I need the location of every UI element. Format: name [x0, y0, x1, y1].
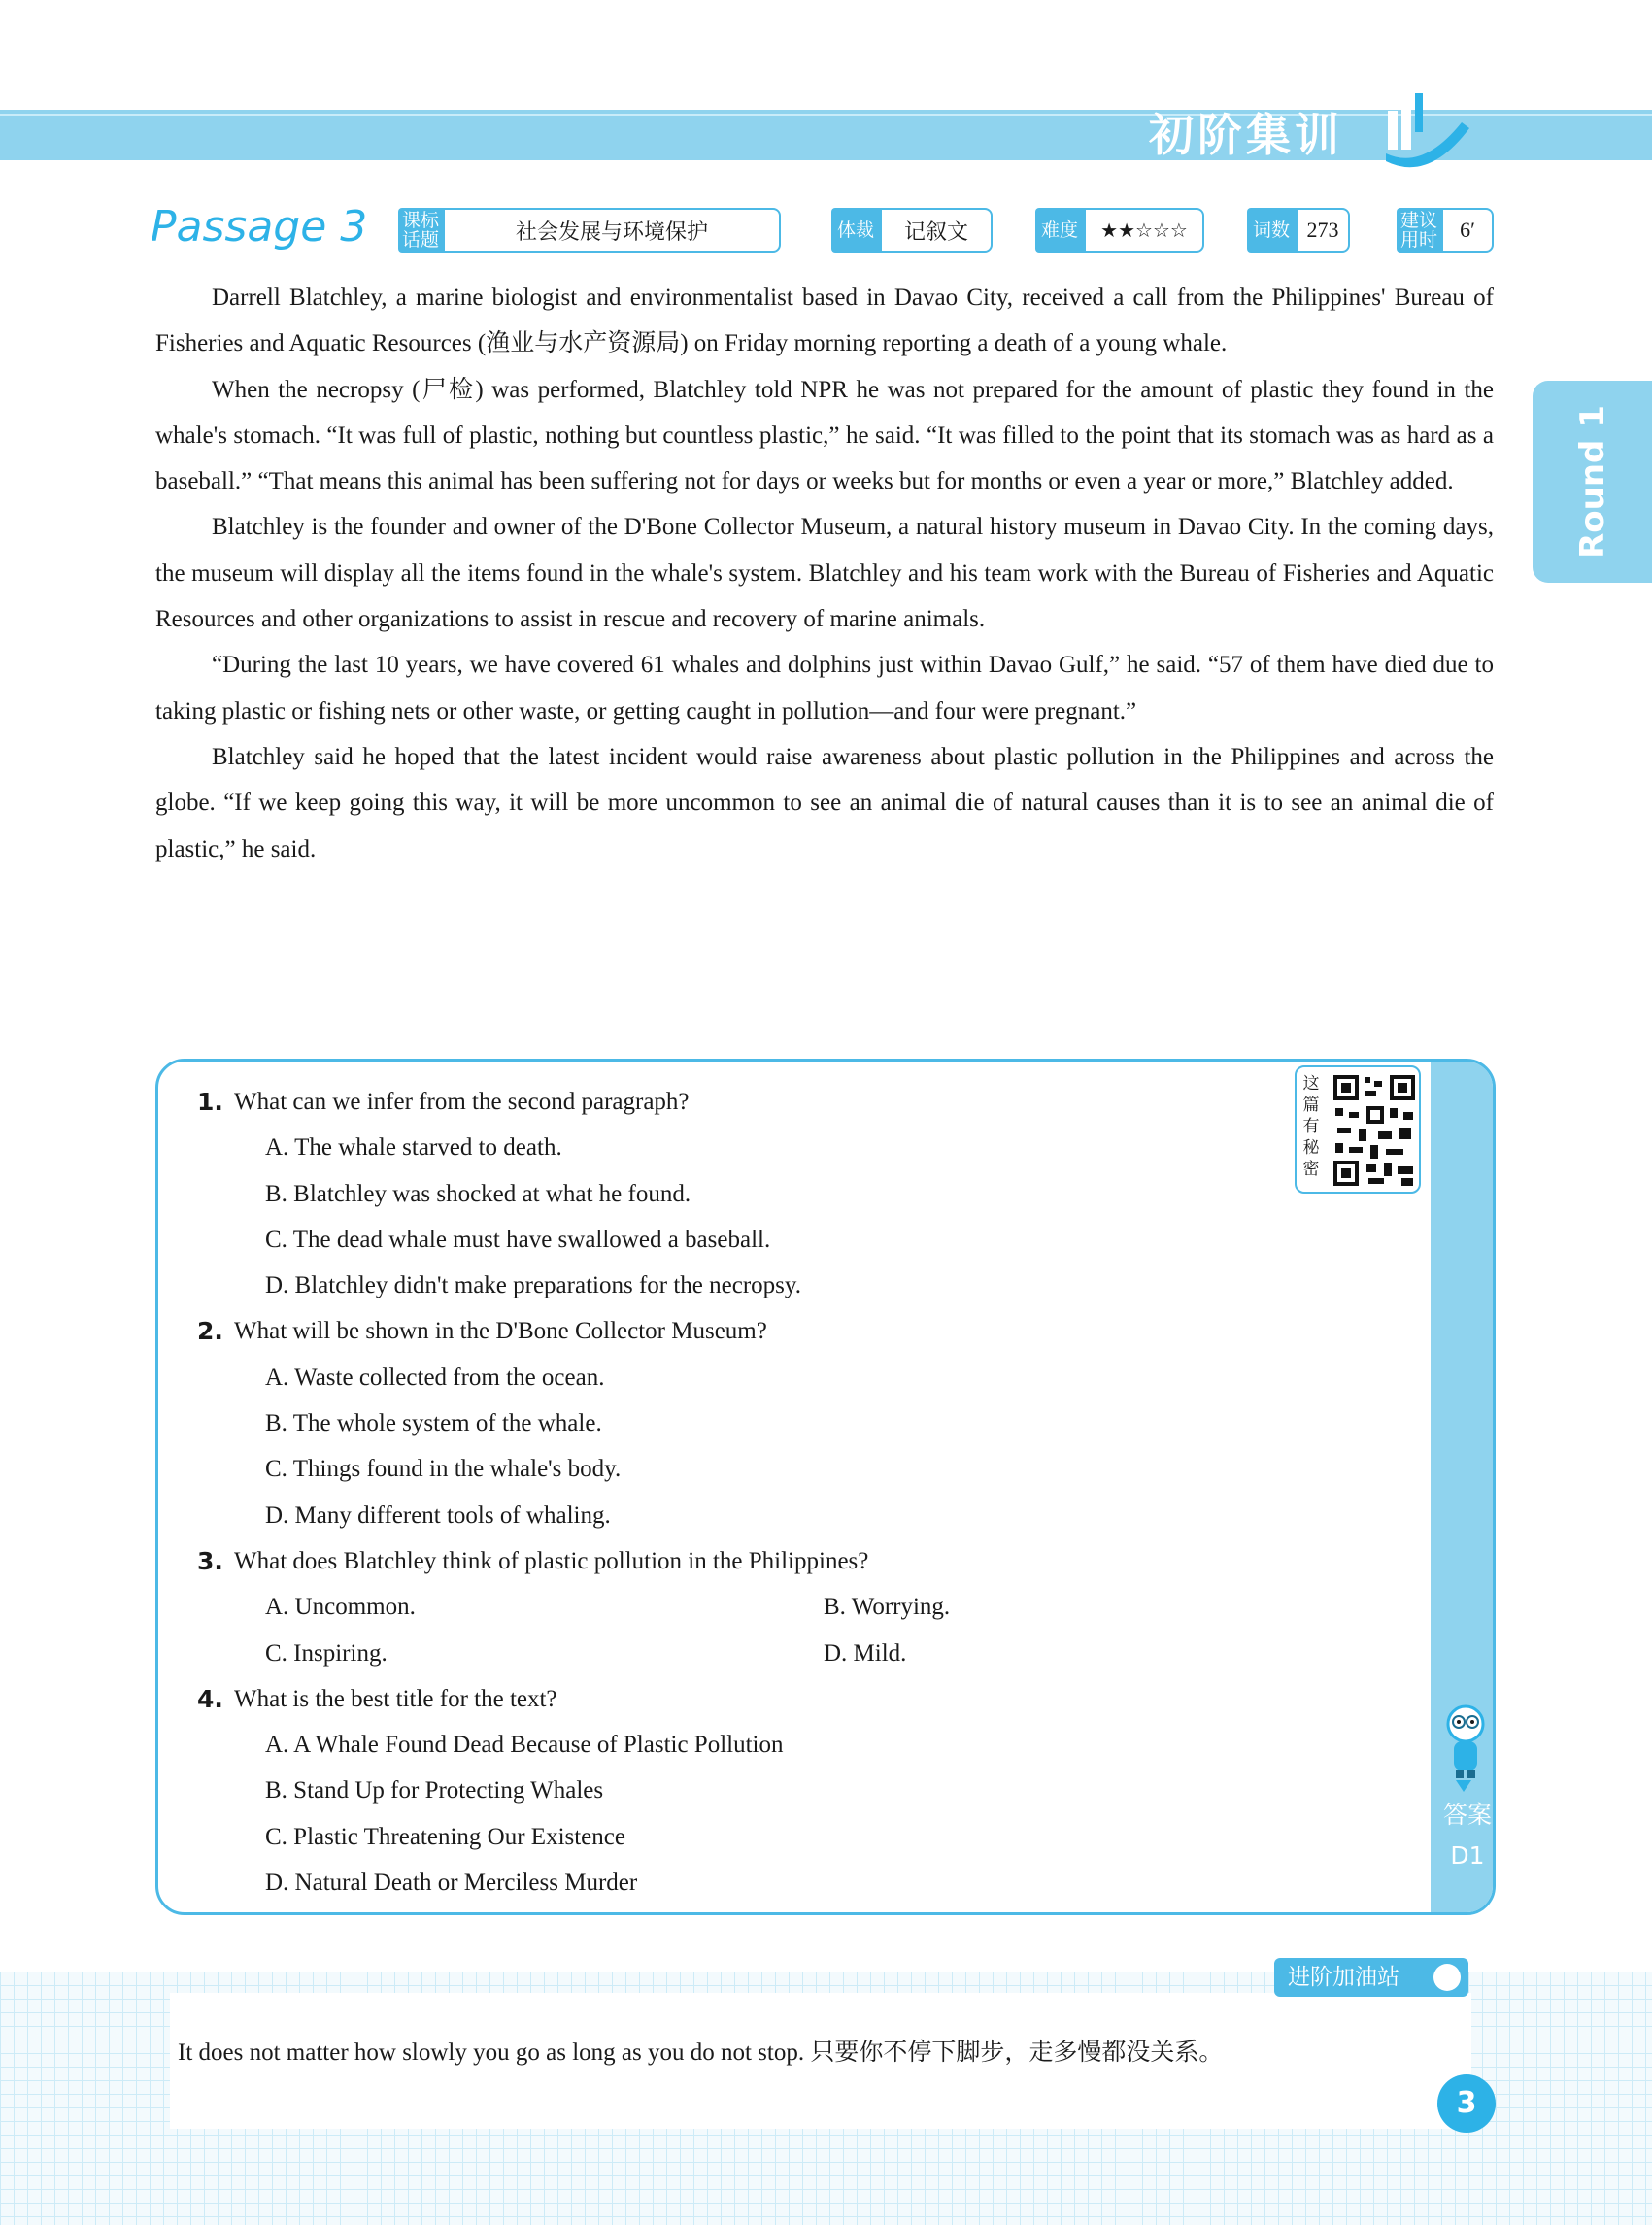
qr-code-card[interactable] [1295, 1065, 1421, 1194]
section-title: 初阶集训 [1149, 109, 1343, 161]
topic-label: 课标话题 [398, 208, 443, 253]
word-count-value: 273 [1296, 208, 1350, 253]
option[interactable]: B. Blatchley was shocked at what he found. [265, 1180, 691, 1207]
round-tab[interactable] [1533, 381, 1652, 583]
question-text: What will be shown in the D'Bone Collector Museum? [234, 1318, 767, 1345]
passage-paragraph: When the necropsy (尸检) was performed, Blatchley told NPR he was not prepared for the amount of plastic they found in the whale's stomach. “It was full of plastic, nothing but countless plastic,” he said. “It was filled to the point that its stomach was as hard as a baseball.” “That means this animal has been suffering not for days or weeks but for months or even a year or more,” Blatchley added. [155, 376, 1494, 495]
option[interactable]: B. Worrying. [824, 1594, 951, 1621]
mascot-icon [1438, 1702, 1493, 1780]
genre-label: 体裁 [831, 208, 880, 253]
option[interactable]: B. The whole system of the whale. [265, 1410, 602, 1437]
difficulty-label: 难度 [1035, 208, 1084, 253]
passage-paragraph: Darrell Blatchley, a marine biologist and environmentalist based in Davao City, received a call from the Philippines' Bureau of Fisheries and Aquatic Resources (渔业与水产资源局) on Friday morning reporting a death of a young whale. [155, 285, 1494, 357]
option[interactable]: A. Uncommon. [265, 1594, 416, 1621]
motto-quote: It does not matter how slowly you go as long as you do not stop. 只要你不停下脚步，走多慢都没关系。 [178, 2040, 1224, 2066]
option[interactable]: A. Waste collected from the ocean. [265, 1364, 605, 1391]
question-text: What does Blatchley think of plastic pollution in the Philippines? [234, 1547, 869, 1574]
qr-label: 这篇有秘密 [1302, 1074, 1320, 1179]
question-box [155, 1059, 1496, 1915]
page-number: 3 [1437, 2074, 1496, 2133]
option[interactable]: C. Things found in the whale's body. [265, 1456, 622, 1483]
question-text: What can we infer from the second paragraph? [234, 1089, 690, 1115]
passage-paragraph: “During the last 10 years, we have covered 61 whales and dolphins just within Davao Gulf,” he said. “57 of them have died due to taking plastic or fishing nets or other waste, or getting caught in pollution—and four were pregnant.” [155, 652, 1494, 725]
question-3 [197, 1538, 1382, 1584]
option[interactable]: D. Many different tools of whaling. [265, 1501, 611, 1529]
arrow-down-icon [1456, 1780, 1471, 1792]
question-2 [197, 1308, 1382, 1354]
option-row [197, 1631, 1382, 1676]
question-4 [197, 1676, 1382, 1722]
option[interactable]: B. Stand Up for Protecting Whales [265, 1777, 604, 1804]
option[interactable]: D. Mild. [824, 1639, 907, 1667]
question-number: 4. [197, 1684, 223, 1713]
station-label: 进阶加油站 [1288, 1965, 1399, 1990]
round-tab-label: Round 1 [1572, 405, 1612, 558]
option[interactable]: C. Inspiring. [265, 1639, 388, 1667]
question-number: 3. [197, 1546, 223, 1575]
question-text: What is the best title for the text? [234, 1685, 557, 1712]
passage-paragraph: Blatchley is the founder and owner of the D'Bone Collector Museum, a natural history museum in Davao City. In the coming days, the museum will display all the items found in the whale's system. Blatchley and his team work with the Bureau of Fisheries and Aquatic Resources and other organizations to assist in rescue and recovery of marine animals. [155, 514, 1494, 633]
passage-body [155, 275, 1494, 872]
topic-value: 社会发展与环境保护 [443, 208, 781, 253]
answer-label[interactable]: 答案 [1442, 1801, 1492, 1829]
difficulty-stars: ★★☆☆☆ [1084, 208, 1204, 253]
option-row [197, 1584, 1382, 1630]
question-list [197, 1079, 1382, 1905]
station-tag [1274, 1958, 1468, 1997]
option[interactable]: C. The dead whale must have swallowed a baseball. [265, 1226, 771, 1253]
word-count-label: 词数 [1247, 208, 1296, 253]
genre-value: 记叙文 [880, 208, 993, 253]
time-value: 6′ [1441, 208, 1494, 253]
qr-code-icon [1332, 1073, 1417, 1188]
brand-logo-icon [1384, 93, 1471, 175]
passage-paragraph: Blatchley said he hoped that the latest incident would raise awareness about plastic pollution in the Philippines and across the globe. “If we keep going this way, it will be more uncommon to see an animal die of natural causes than it is to see an animal die of plastic,” he said. [155, 743, 1494, 862]
question-number: 2. [197, 1317, 223, 1346]
question-number: 1. [197, 1088, 223, 1116]
time-label: 建议用时 [1397, 208, 1441, 253]
option[interactable]: A. The whale starved to death. [265, 1134, 562, 1162]
badge-icon [1433, 1964, 1461, 1991]
option[interactable]: A. A Whale Found Dead Because of Plastic Pollution [265, 1732, 784, 1759]
option[interactable]: D. Natural Death or Merciless Murder [265, 1870, 638, 1897]
answer-code[interactable]: D1 [1450, 1841, 1485, 1870]
passage-title: Passage 3 [151, 202, 368, 252]
option[interactable]: D. Blatchley didn't make preparations for the necropsy. [265, 1272, 802, 1299]
question-1 [197, 1079, 1382, 1125]
option[interactable]: C. Plastic Threatening Our Existence [265, 1823, 625, 1850]
